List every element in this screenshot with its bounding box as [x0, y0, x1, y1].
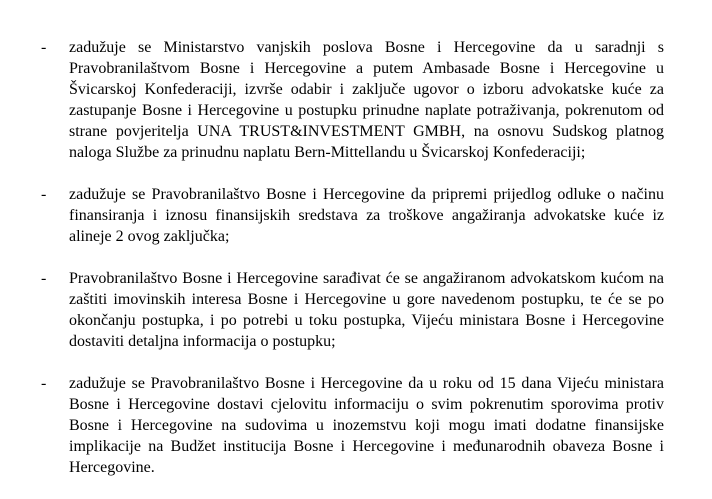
bullet-dash: -	[41, 186, 47, 203]
list-item-text: zadužuje se Pravobranilaštvo Bosne i Hercegovine da pripremi prijedlog odluke o načinu finansiranja i iznosu finansijskih sredstava za troškove angažiranja advokatske kuće iz alineje 2 ovog zaključka;	[69, 186, 664, 245]
list-item	[0, 373, 712, 478]
list-item	[0, 184, 712, 247]
list-item-text: Pravobranilaštvo Bosne i Hercegovine sarađivat će se angažiranom advokatskom kućom na zaštiti imovinskih interesa Bosne i Hercegovine u gore navedenom postupku, te će se po okončanju postupka, i po potrebi u toku postupka, Vijeću ministara Bosne i Hercegovine dostaviti detaljna informacija o postupku;	[69, 270, 664, 350]
list-item	[0, 37, 712, 163]
bullet-dash: -	[41, 270, 47, 287]
bullet-dash: -	[41, 39, 47, 56]
list-item-text: zadužuje se Pravobranilaštvo Bosne i Hercegovine da u roku od 15 dana Vijeću ministara Bosne i Hercegovine dostavi cjelovitu informaciju o svim pokrenutim sporovima protiv Bosne i Hercegovine na sudovima u inozemstvu koji mogu imati dodatne finansijske implikacije na Budžet institucija Bosne i Hercegovine i međunarodnih obaveza Bosne i Hercegovine.	[69, 375, 664, 476]
list-item	[0, 268, 712, 352]
list-item-text: zadužuje se Ministarstvo vanjskih poslova Bosne i Hercegovine da u saradnji s Pravobranilaštvom Bosne i Hercegovine a putem Ambasade Bosne i Hercegovine u Švicarskoj Konfederaciji, izvrše odabir i zaključe ugovor o izboru advokatske kuće za zastupanje Bosne i Hercegovine u postupku prinudne naplate potraživanja, pokrenutom od strane povjeritelja UNA TRUST&INVESTMENT GMBH, na osnovu Sudskog platnog naloga Službe za prinudnu naplatu Bern-Mittellandu u Švicarskoj Konfederaciji;	[69, 39, 664, 161]
bullet-dash: -	[41, 375, 47, 392]
document-page	[0, 37, 712, 499]
